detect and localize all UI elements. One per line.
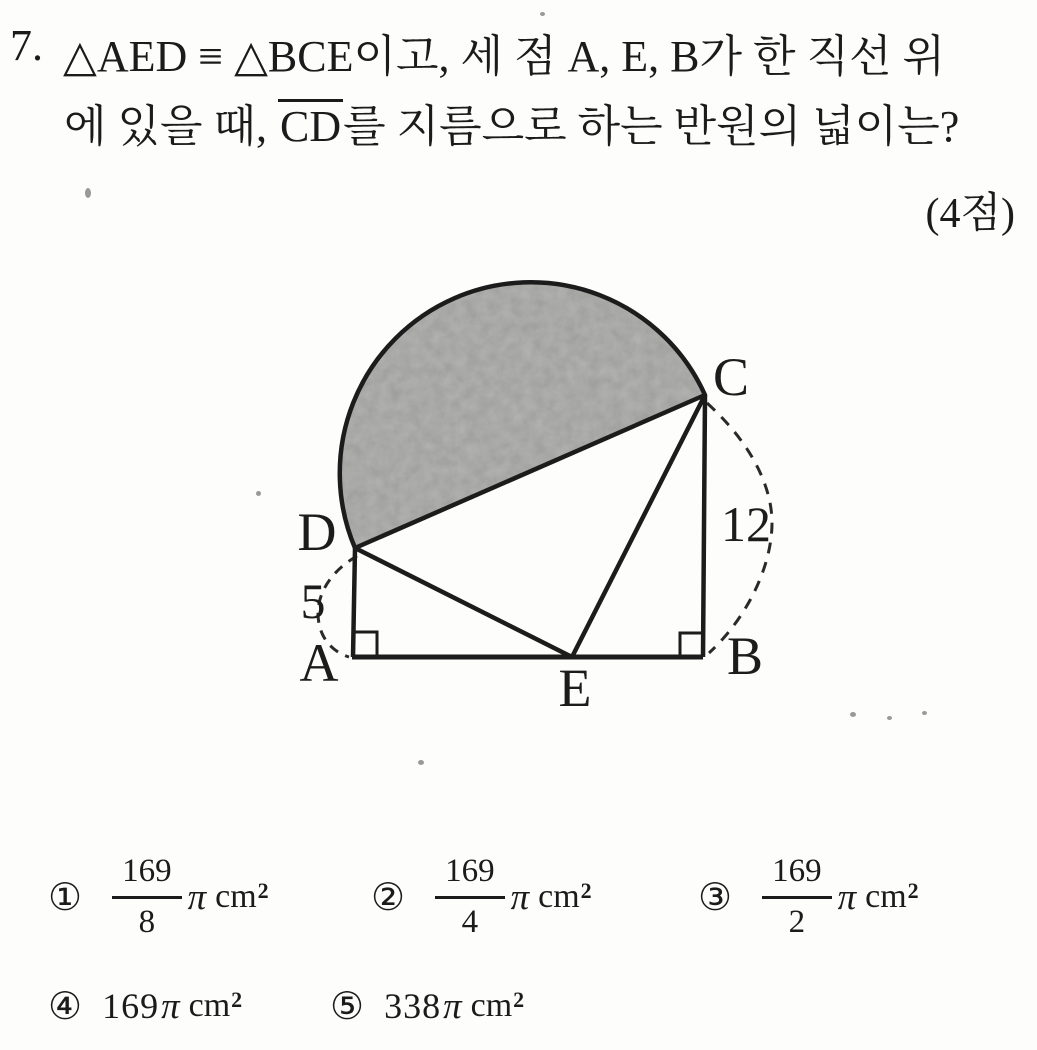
problem-text-line-1: △AED ≡ △BCE이고, 세 점 A, E, B가 한 직선 위 [63,32,946,81]
line-ad [353,548,355,657]
choice-2 [371,841,592,953]
unit-exponent: 2 [231,987,243,1012]
vertex-label-a: A [299,633,339,693]
problem-statement-line-1 [10,20,945,84]
unit-label: cm [470,987,513,1024]
scan-speck [85,188,91,198]
scan-speck [540,12,545,16]
choice-4-value: 169 [102,986,160,1026]
pi-symbol: π [161,985,180,1027]
choice-3-marker: ③ [698,875,733,919]
line-bc [703,395,705,657]
choice-2-fraction [435,850,505,944]
choice-1-fraction [112,850,182,944]
scan-speck [418,760,424,765]
choice-5-marker: ⑤ [330,984,365,1028]
fraction-denominator: 8 [138,904,156,940]
scan-speck [922,711,927,715]
fraction-numerator: 169 [762,850,832,899]
vertex-label-b: B [726,626,764,686]
unit-label: cm [538,878,580,915]
vertex-label-c: C [712,347,750,407]
scan-speck [850,712,856,717]
choice-3-fraction [762,850,832,944]
choice-5-value: 338 [384,986,442,1026]
fraction-numerator: 169 [435,850,505,899]
unit-label: cm [215,878,257,915]
score-badge: (4점) [925,191,1015,237]
choice-5 [330,975,524,1037]
scan-speck [887,716,892,720]
pi-symbol: π [443,985,462,1027]
vertex-label-d: D [297,502,337,562]
unit-label: cm [865,878,907,915]
problem-statement-line-2 [64,90,959,154]
choice-3 [698,841,919,953]
fraction-denominator: 2 [788,904,806,940]
choice-1 [48,841,269,953]
fraction-denominator: 4 [461,904,479,940]
problem-text-line-2-before: 에 있을 때, [64,102,279,151]
unit-exponent: 2 [513,987,525,1012]
pi-symbol: π [187,876,207,918]
pi-symbol: π [510,876,530,918]
problem-number: 7. [10,21,43,70]
scan-speck [256,491,261,496]
right-angle-mark-b [680,633,702,656]
geometry-figure [280,250,800,720]
length-label-bc: 12 [721,496,771,552]
choice-2-marker: ② [371,875,406,919]
unit-exponent: 2 [580,878,592,903]
fraction-numerator: 169 [112,850,182,899]
line-de [355,548,572,657]
choice-1-marker: ① [48,875,83,919]
unit-label: cm [188,987,231,1024]
length-label-ad: 5 [300,573,326,629]
unit-exponent: 2 [907,878,919,903]
right-angle-mark-a [354,632,377,656]
pi-symbol: π [837,876,857,918]
choice-4 [48,975,242,1037]
problem-text-line-2-after: 를 지름으로 하는 반원의 넓이는? [343,102,960,151]
segment-cd-overline: CD [278,99,343,153]
unit-exponent: 2 [257,878,269,903]
vertex-label-e: E [558,658,592,718]
choice-4-marker: ④ [48,984,83,1028]
